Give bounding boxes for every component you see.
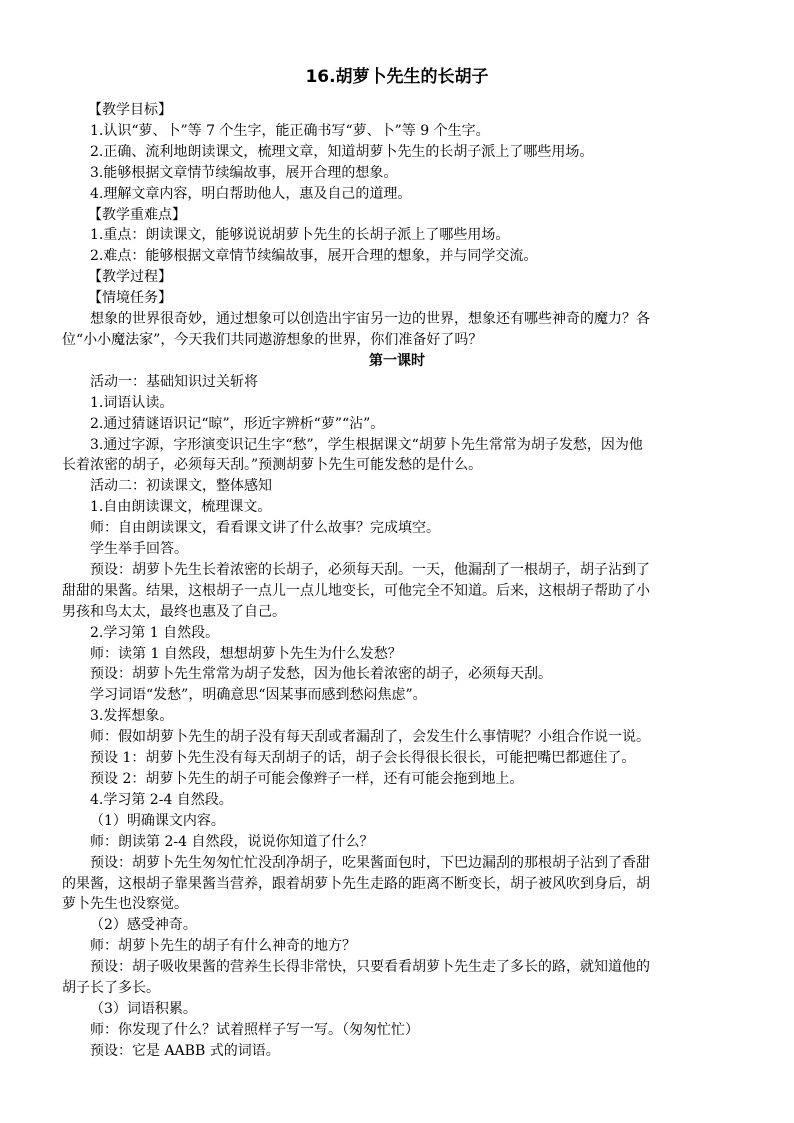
paragraph-line: 1.自由朗读课文，梳理课文。 [90, 499, 272, 516]
paragraph-line: 预设：胡子吸收果酱的营养生长得非常快，只要看看胡萝卜先生走了多长的路，就知道他的 [90, 959, 650, 976]
paragraph-line: 2.难点：能够根据文章情节续编故事，展开合理的想象，并与同学交流。 [90, 248, 538, 265]
paragraph-line: 师：自由朗读课文，看看课文讲了什么故事？完成填空。 [90, 520, 440, 537]
paragraph-line: 4.学习第 2-4 自然段。 [90, 791, 233, 808]
section-heading: 【教学过程】 [88, 269, 172, 286]
activity-heading: 活动二：初读课文，整体感知 [90, 478, 272, 495]
paragraph-line: 预设：胡萝卜先生常常为胡子发愁，因为他长着浓密的胡子，必须每天刮。 [90, 666, 552, 683]
paragraph-line: 3.通过字源，字形演变识记生字“愁”，学生根据课文“胡萝卜先生常常为胡子发愁，因为他 [90, 436, 643, 453]
page-title: 16.胡萝卜先生的长胡子 [305, 67, 489, 87]
paragraph-line: 2.学习第 1 自然段。 [90, 624, 220, 641]
section-heading: 【情境任务】 [88, 290, 172, 307]
paragraph-line: 师：假如胡萝卜先生的胡子没有每天刮或者漏刮了，会发生什么事情呢？小组合作说一说。 [90, 729, 650, 746]
paragraph-line: 1.认识“萝、卜”等 7 个生字，能正确书写“萝、卜”等 9 个生字。 [90, 122, 490, 139]
paragraph-line: 师：你发现了什么？试着照样子写一写。（匆匆忙忙） [90, 1021, 419, 1038]
paragraph-line: 胡子长了多长。 [62, 980, 160, 997]
paragraph-line: 师：读第 1 自然段，想想胡萝卜先生为什么发愁？ [90, 645, 402, 662]
paragraph-line: 师：胡萝卜先生的胡子有什么神奇的地方？ [90, 938, 356, 955]
paragraph-line: 学习词语“发愁”，明确意思“因某事而感到愁闷焦虑”。 [90, 687, 427, 704]
paragraph-line: 位“小小魔法家”，今天我们共同遨游想象的世界，你们准备好了吗？ [62, 331, 483, 348]
paragraph-line: 的果酱，这根胡子靠果酱当营养，跟着胡萝卜先生走路的距离不断变长，胡子被风吹到身后，胡 [62, 875, 650, 892]
lesson-heading: 第一课时 [369, 352, 425, 369]
paragraph-line: 4.理解文章内容，明白帮助他人，惠及自己的道理。 [90, 185, 412, 202]
paragraph-line: 男孩和鸟太太，最终也惠及了自己。 [62, 603, 286, 620]
section-heading: 【教学重难点】 [88, 206, 186, 223]
paragraph-line: 萝卜先生也没察觉。 [62, 896, 188, 913]
paragraph-line: 预设：胡萝卜先生匆匆忙忙没刮净胡子，吃果酱面包时，下巴边漏刮的那根胡子沾到了香甜 [90, 854, 650, 871]
section-heading: 【教学目标】 [88, 102, 172, 118]
paragraph-line: 2.正确、流利地朗读课文，梳理文章，知道胡萝卜先生的长胡子派上了哪些用场。 [90, 143, 594, 160]
paragraph-line: 想象的世界很奇妙，通过想象可以创造出宇宙另一边的世界，想象还有哪些神奇的魔力？各 [90, 311, 650, 328]
paragraph-line: 3.发挥想象。 [90, 708, 174, 725]
paragraph-line: 师：朗读第 2-4 自然段，说说你知道了什么？ [90, 833, 374, 850]
paragraph-line: （2）感受神奇。 [90, 917, 197, 934]
paragraph-line: 预设：胡萝卜先生长着浓密的长胡子，必须每天刮。一天，他漏刮了一根胡子，胡子沾到了 [90, 561, 650, 578]
activity-heading: 活动一：基础知识过关斩将 [90, 373, 258, 390]
paragraph-line: 预设：它是 AABB 式的词语。 [90, 1042, 280, 1059]
paragraph-line: 长着浓密的胡子，必须每天刮。”预测胡萝卜先生可能发愁的是什么。 [62, 457, 483, 474]
paragraph-line: 预设 1：胡萝卜先生没有每天刮胡子的话，胡子会长得很长很长，可能把嘴巴都遮住了。 [90, 750, 636, 767]
paragraph-line: （3）词语积累。 [90, 1000, 197, 1017]
paragraph-line: 1.词语认读。 [90, 394, 174, 411]
paragraph-line: （1）明确课文内容。 [90, 812, 225, 829]
paragraph-line: 预设 2：胡萝卜先生的胡子可能会像辫子一样，还有可能会拖到地上。 [90, 771, 524, 787]
paragraph-line: 甜甜的果酱。结果，这根胡子一点儿一点儿地变长，可他完全不知道。后来，这根胡子帮助了小 [62, 582, 650, 599]
paragraph-line: 2.通过猜谜语识记“晾”，形近字辨析“萝”“沾”。 [90, 415, 385, 432]
paragraph-line: 1.重点：朗读课文，能够说说胡萝卜先生的长胡子派上了哪些用场。 [90, 227, 510, 244]
paragraph-line: 3.能够根据文章情节续编故事，展开合理的想象。 [90, 164, 398, 181]
document-body [62, 100, 735, 1062]
paragraph-line: 学生举手回答。 [90, 541, 188, 558]
